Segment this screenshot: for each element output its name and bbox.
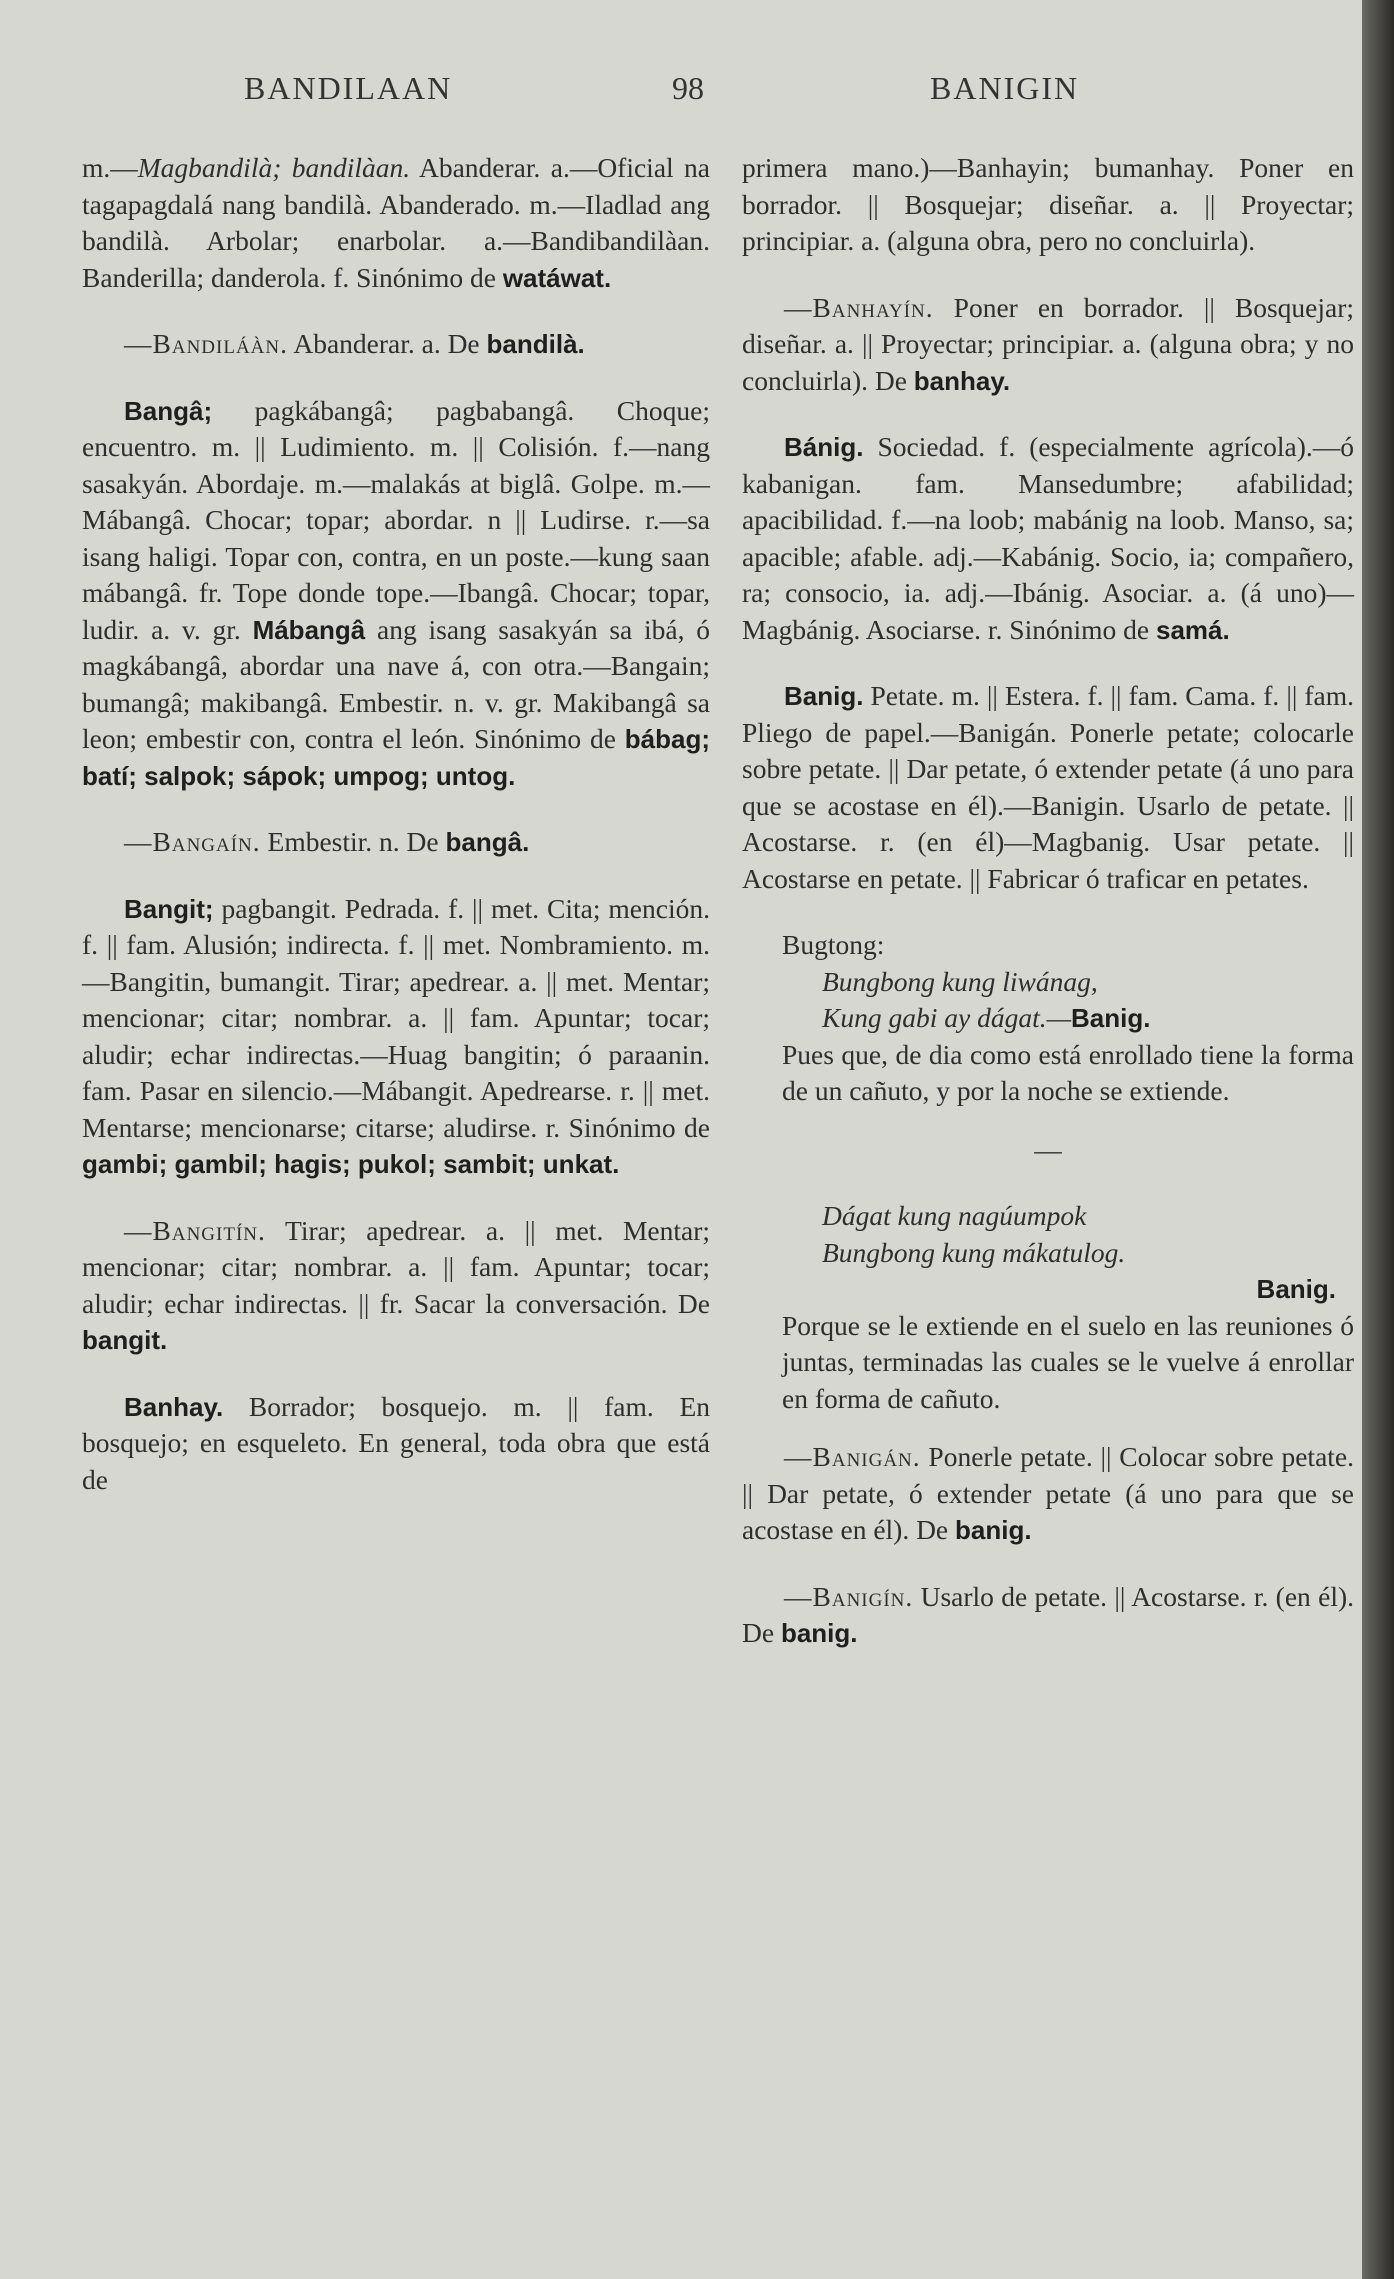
entry-bangain: —Bangaín. Embestir. n. De bangâ.	[124, 826, 530, 857]
entry-baniginn: —Banigín. Usarlo de petate. || Acostarse. r. (en él). De banig.	[742, 1580, 1354, 1648]
entry-bangit: Bangit; pagbangit. Pedrada. f. || met. Cita; mención. f. || fam. Alusión; indirecta. f. || met. Nombramiento. m.—Bangitin, bumangit. Tirar; apedrear. a. || met. Mentar; mencionar; citar; nombrar. a. || fam. Apuntar; tocar; aludir; echar indirectas.—Huag bangitin; ó paraanin. fam. Pasar en silencio.—Mábangit. Apedrearse. r. || met. Mentarse; mencionarse; citarse; aludirse. r. Sinónimo de gambi; gambil; hagis; pukol; sambit; unkat.	[82, 892, 710, 1179]
riddle-label: Bugtong:	[782, 929, 885, 960]
entry-banhay-cont: primera mano.)—Banhayin; bumanhay. Poner en borrador. || Bosquejar; diseñar. a. || Proyectar; principiar. a. (alguna obra, pero no concluirla).	[742, 152, 1354, 256]
right-column	[742, 150, 1354, 1682]
left-column	[82, 150, 710, 1528]
separator-dash: —	[1034, 1133, 1062, 1165]
entry-banigan: —Banigán. Ponerle petate. || Colocar sobre petate. || Dar petate, ó extender petate (á uno para que se acostase en él). De banig.	[742, 1441, 1354, 1545]
riddle-answer: Banig.	[1256, 1274, 1336, 1304]
riddle-1: Bugtong: Bungbong kung liwánag, Kung gabi ay dágat.—Banig. Pues que, de dia como está enrollado tiene la forma de un cañuto, y por la noche se extiende.	[742, 927, 1354, 1110]
riddle-2: Dágat kung nagúumpok Bungbong kung mákatulog. Banig. Porque se le extiende en el suelo en las reuniones ó juntas, terminadas las cuales se le vuelve á enrollar en forma de cañuto.	[742, 1198, 1354, 1417]
page-edge-shadow	[1362, 0, 1394, 2279]
entry-banig-society: Bánig. Sociedad. f. (especialmente agrícola).—ó kabanigan. fam. Mansedumbre; afabilidad; apacibilidad. f.—na loob; mabánig na loob. Manso, sa; apacible; afable. adj.—Kabánig. Socio, ia; compañero, ra; consocio, ia. adj.—Ibánig. Asociar. a. (á uno)—Magbánig. Asociarse. r. Sinónimo de samá.	[742, 431, 1354, 645]
entry-banig-mat: Banig. Petate. m. || Estera. f. || fam. Cama. f. || fam. Pliego de papel.—Banigán. Ponerle petate; colocarle sobre petate. || Dar petate, ó extender petate (á uno para que se acostase en él).—Banigin. Usarlo de petate. || Acostarse. r. (en él)—Magbanig. Usar petate. || Acostarse en petate. || Fabricar ó traficar en petates.	[742, 680, 1354, 894]
running-head-right: BANIGIN	[930, 70, 1080, 106]
entry-banhay: Banhay. Borrador; bosquejo. m. || fam. En bosquejo; en esqueleto. En general, toda obra que está de	[82, 1390, 710, 1495]
entry-bangitin: —Bangitín. Tirar; apedrear. a. || met. Mentar; mencionar; citar; nombrar. a. || fam. Apuntar; tocar; aludir; echar indirectas. || fr. Sacar la conversación. De bangit.	[82, 1214, 710, 1355]
entry-bandilaan: —Bandiláàn. Abanderar. a. De bandilà.	[124, 328, 585, 359]
entry-banga: Bangâ; pagkábangâ; pagbabangâ. Choque; encuentro. m. || Ludimiento. m. || Colisión. f.—nang sasakyán. Abordaje. m.—malakás at biglâ. Golpe. m.—Mábangâ. Chocar; topar; abordar. n || Ludirse. r.—sa isang haligi. Topar con, contra, en un poste.—kung saan mábangâ. fr. Tope donde tope.—Ibangâ. Chocar; topar, ludir. a. v. gr. Mábangâ ang isang sasakyán sa ibá, ó magkábangâ, abordar una nave á, con otra.—Bangain; bumangâ; makibangâ. Embestir. n. v. gr. Makibangâ sa leon; embestir con, contra el león. Sinónimo de bábag; batí; salpok; sápok; umpog; untog.	[82, 394, 711, 791]
entry-bandilaan-cont: m.—Magbandilà; bandilàan. Abanderar. a.—Oficial na tagapagdalá nang bandilà. Abanderado. m.—Iladlad ang bandilà. Arbolar; enarbolar. a.—Bandibandilàan. Banderilla; danderola. f. Sinónimo de watáwat.	[82, 152, 710, 293]
running-head-left: BANDILAAN	[244, 70, 453, 106]
entry-banhayin: —Banhayín. Poner en borrador. || Bosquejar; diseñar. a. || Proyectar; principiar. a. (alguna obra; y no concluirla). De banhay.	[742, 291, 1354, 396]
page-number: 98	[672, 70, 704, 106]
